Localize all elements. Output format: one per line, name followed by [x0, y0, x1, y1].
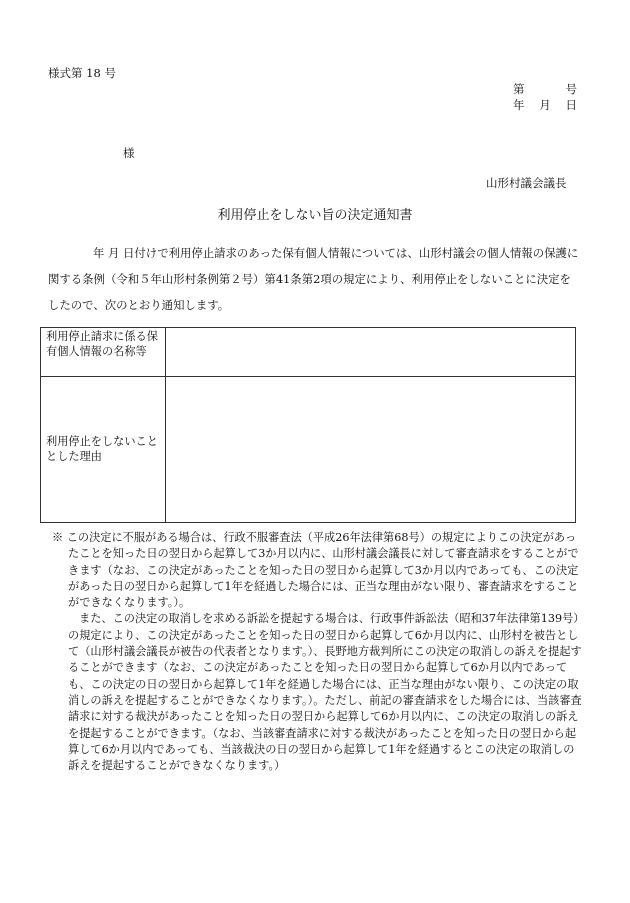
date-year: 年 — [513, 98, 525, 112]
sender-name: 山形村議会議長 — [486, 176, 567, 190]
note-lawsuit: また、この決定の取消しを求める訴訟を提起する場合は、行政事件訴訟法（昭和37年法律第139号）の規定により、この決定があったことを知った日の翌日から起算して6か月以内に、山形村を被告として（山形村議会議長が被告の代表者となります。）、長野地方裁判所にこの決定の取消しの訴えを提起することができます（なお、この決定があったことを知った日の翌日から起算して6か月以内であっても、この決定の日の翌日から起算して1年を経過した場合には、正当な理由がない限り、この決定の取消しの訴えを提起することができなくなります。）。ただし、前記の審査請求をした場合には、当該審査請求に対する裁決があったことを知った日の翌日から起算して6か月以内に、この決定の取消しの訴えを提起することができます。（なお、当該審査請求に対する裁決があったことを知った日の翌日から起算して6か月以内であっても、当該裁決の日の翌日から起算して1年を経過するとこの決定の取消しの訴えを提起することができなくなります。） — [68, 612, 582, 773]
form-number: 様式第 18 号 — [48, 66, 116, 80]
table-row — [41, 377, 576, 523]
number-prefix: 第 — [513, 82, 525, 96]
note-appeal: ※ この決定に不服がある場合は、行政不服審査法（平成26年法律第68号）の規定によりこの決定があったことを知った日の翌日から起算して3か月以内に、山形村議会議長に対して審査請求をすることができます（なお、この決定があったことを知った日の翌日から起算して3か月以内であっても、この決定があった日の翌日から起算して1年を経過した場合には、正当な理由がない限り、審査請求をすることができなくなります。）。 — [52, 531, 579, 610]
recipient-suffix: 様 — [123, 146, 135, 160]
date-line — [513, 98, 577, 112]
row-value-info-name — [166, 328, 576, 377]
date-month: 月 — [539, 98, 551, 112]
info-table — [40, 327, 576, 523]
row-value-reason — [166, 377, 576, 523]
table-row — [41, 328, 576, 377]
date-day: 日 — [565, 98, 577, 112]
body-paragraph: 年 月 日付けで利用停止請求のあった保有個人情報については、山形村議会の個人情報の保護に関する条例（令和５年山形村条例第２号）第41条第2項の規定により、利用停止をしないことに決定をしたので、次のとおり通知します。 — [48, 246, 579, 312]
document-number-line — [513, 82, 577, 96]
notes-section — [52, 530, 582, 774]
row-label-info-name: 利用停止請求に係る保有個人情報の名称等 — [41, 328, 166, 377]
document-title: 利用停止をしない旨の決定通知書 — [217, 208, 413, 223]
number-suffix: 号 — [565, 82, 577, 96]
row-label-reason: 利用停止をしないこととした理由 — [41, 377, 166, 523]
